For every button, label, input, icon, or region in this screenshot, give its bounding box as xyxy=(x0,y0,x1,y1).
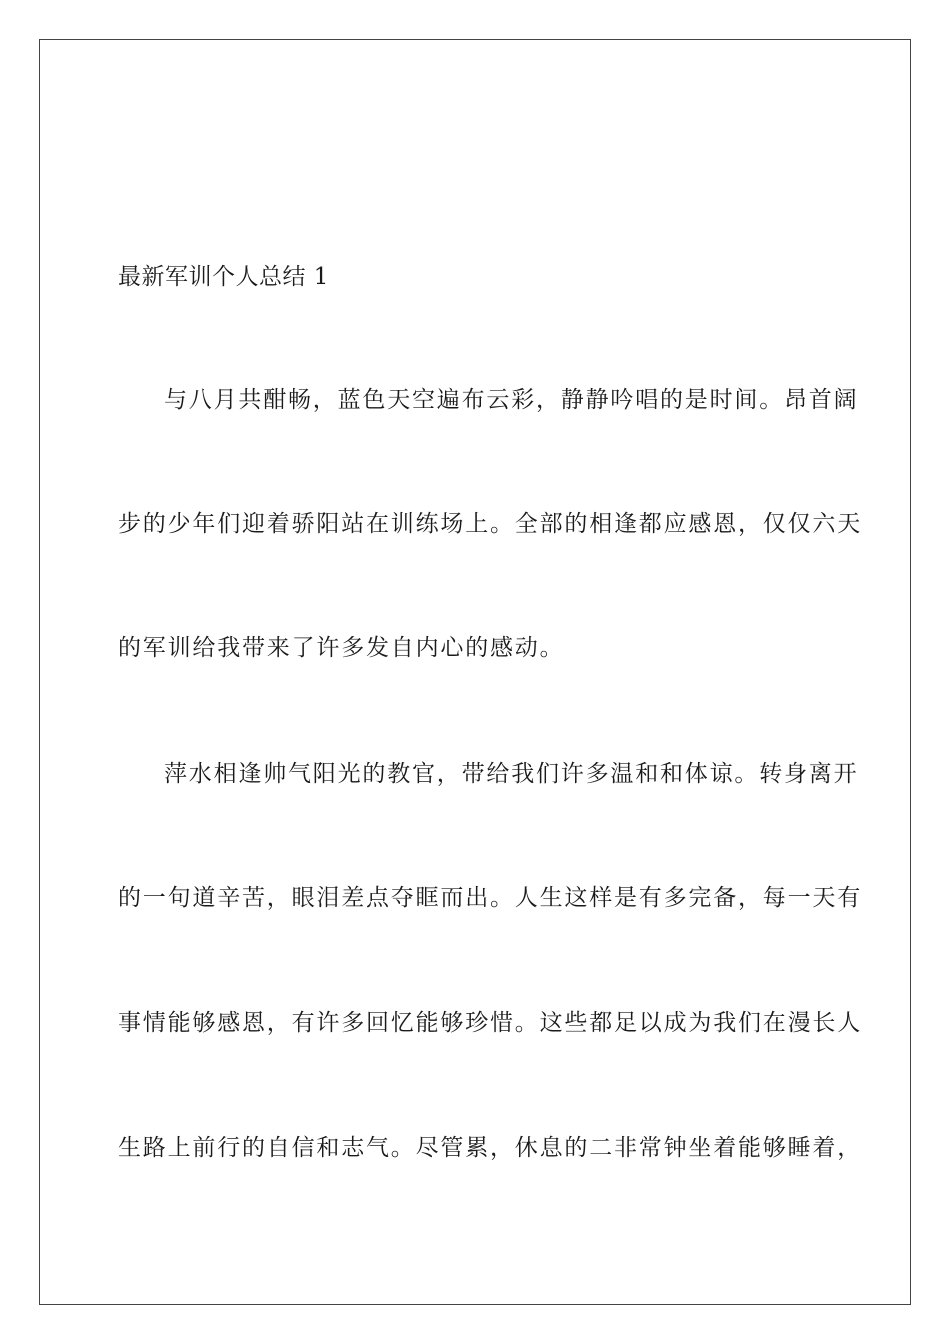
document-title: 最新军训个人总结 1 xyxy=(118,264,329,290)
paragraph-1-line-3: 的军训给我带来了许多发自内心的感动。 xyxy=(118,635,565,661)
paragraph-2-line-2: 的一句道辛苦，眼泪差点夺眶而出。人生这样是有多完备，每一天有 xyxy=(118,885,862,911)
page-border xyxy=(39,39,911,1305)
paragraph-2-line-4: 生路上前行的自信和志气。尽管累，休息的二非常钟坐着能够睡着， xyxy=(118,1135,862,1161)
paragraph-2-line-1: 萍水相逢帅气阳光的教官，带给我们许多温和和体谅。转身离开 xyxy=(164,761,859,787)
paragraph-1-line-1: 与八月共酣畅，蓝色天空遍布云彩，静静吟唱的是时间。昂首阔 xyxy=(164,387,859,413)
paragraph-1-line-2: 步的少年们迎着骄阳站在训练场上。全部的相逢都应感恩，仅仅六天 xyxy=(118,511,862,537)
paragraph-2-line-3: 事情能够感恩，有许多回忆能够珍惜。这些都足以成为我们在漫长人 xyxy=(118,1010,862,1036)
